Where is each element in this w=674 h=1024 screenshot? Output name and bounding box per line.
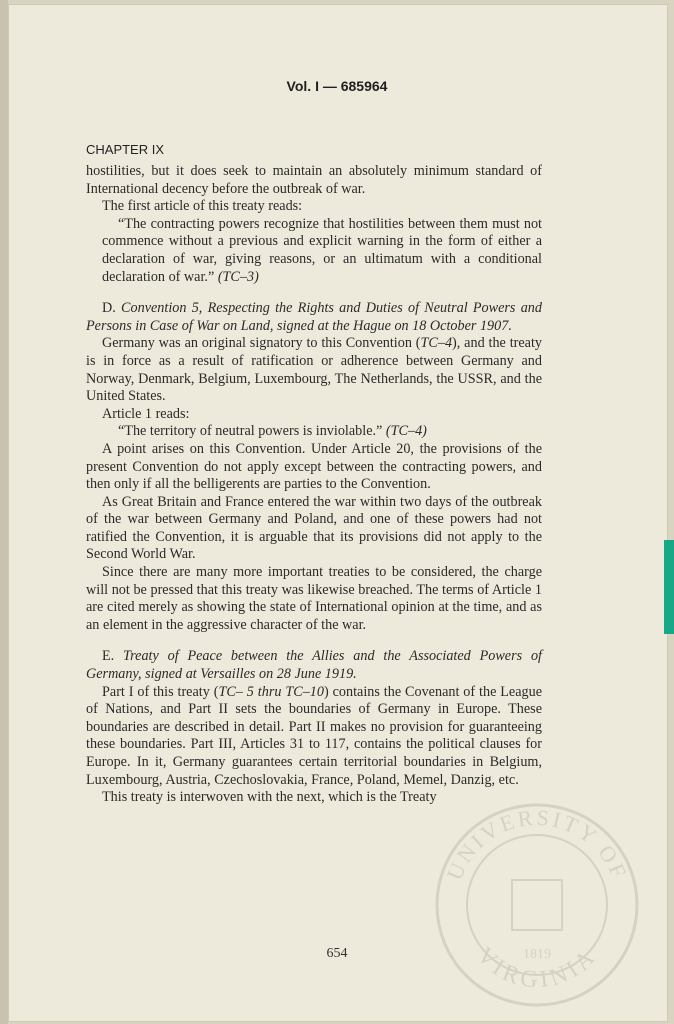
text-segment: TC–4 bbox=[420, 335, 453, 352]
text-segment: As Great Britain and France entered the war within two days of the outbreak of the war between Germany and Poland, and one of these powers had not ratified the Convention, it is arguable that its provisions did not apply to the Second World War. bbox=[86, 493, 542, 563]
text-segment: The first article of this treaty reads: bbox=[102, 198, 303, 215]
paragraph bbox=[86, 441, 542, 494]
paragraph bbox=[86, 648, 542, 683]
text-segment: TC– 5 thru TC–10 bbox=[218, 683, 324, 700]
page-number: 654 bbox=[326, 946, 348, 961]
paragraph bbox=[102, 423, 542, 441]
text-segment: Part I of this treaty ( bbox=[102, 683, 219, 700]
chapter-label: CHAPTER IX bbox=[86, 142, 165, 157]
text-segment: (TC–4) bbox=[385, 423, 427, 440]
text-segment: ), and the treaty is in force as a result of ratification or adherence between Germany and Norway, Denmark, Belgium, Luxembourg, The Netherlands, the USSR, and the United States. bbox=[86, 335, 543, 405]
text-segment: Convention 5, Respecting the Rights and Duties of Neutral Powers and Persons in Case of War on Land, signed at the Hague on 18 October 1907. bbox=[86, 300, 542, 334]
paragraph bbox=[86, 494, 542, 564]
paragraph bbox=[102, 216, 542, 286]
text-segment: (TC–3) bbox=[217, 268, 259, 285]
paragraph bbox=[86, 564, 542, 634]
paragraph bbox=[86, 406, 542, 424]
text-segment: Treaty of Peace between the Allies and the Associated Powers of Germany, signed at Versailles on 28 June 1919. bbox=[86, 648, 542, 683]
text-segment: Article 1 reads: bbox=[102, 405, 190, 422]
text-segment: ) contains the Covenant of the League of Nations, and Part II sets the boundaries of Germany in Europe. These boundaries are described in detail. Part II makes no provision for guaranteeing these boundaries. Part III, Articles 31 to 117, contains the political clauses for Europe. In it, Germany guarantees certain territorial boundaries in Belgium, Luxembourg, Austria, Czechoslovakia, France, Poland, Memel, Danzig, etc. bbox=[86, 683, 543, 788]
page-header: Vol. I — 685964 bbox=[286, 78, 388, 94]
scan-left-edge bbox=[0, 0, 8, 1024]
paragraph bbox=[86, 163, 542, 198]
text-segment: “The territory of neutral powers is inviolable.” bbox=[118, 423, 386, 440]
page-side-tab bbox=[664, 540, 674, 634]
text-segment: D. bbox=[102, 300, 122, 317]
svg-text:UNIVERSITY OF: UNIVERSITY OF bbox=[441, 804, 633, 884]
text-segment: Since there are many more important treaties to be considered, the charge will not be pressed that this treaty was likewise breached. The terms of Article 1 are cited merely as showing the state of International opinion at the time, and as an element in the aggressive character of the war. bbox=[86, 564, 542, 633]
document-body bbox=[86, 163, 542, 807]
paragraph bbox=[86, 684, 542, 790]
paragraph bbox=[86, 198, 542, 216]
text-segment: A point arises on this Convention. Under Article 20, the provisions of the present Convention do not apply except between the contracting powers, and then only if all the belligerents are parties to the Convention. bbox=[86, 440, 542, 493]
svg-text:VIRGINIA: VIRGINIA bbox=[471, 942, 603, 994]
text-segment: E. bbox=[102, 648, 124, 665]
text-segment: This treaty is interwoven with the next, which is the Treaty bbox=[102, 789, 437, 806]
university-seal-watermark bbox=[432, 800, 642, 1010]
text-segment: Germany was an original signatory to this Convention ( bbox=[102, 335, 421, 352]
svg-text:1819: 1819 bbox=[523, 947, 551, 962]
paragraph bbox=[86, 335, 542, 405]
paragraph bbox=[86, 300, 542, 335]
text-segment: “The contracting powers recognize that hostilities between them must not commence without a previous and explicit warning in the form of either a declaration of war, giving reasons, or an ultimatum with a conditional declaration of war.” bbox=[102, 215, 542, 285]
text-segment: hostilities, but it does seek to maintain an absolutely minimum standard of International decency before the outbreak of war. bbox=[86, 163, 542, 197]
